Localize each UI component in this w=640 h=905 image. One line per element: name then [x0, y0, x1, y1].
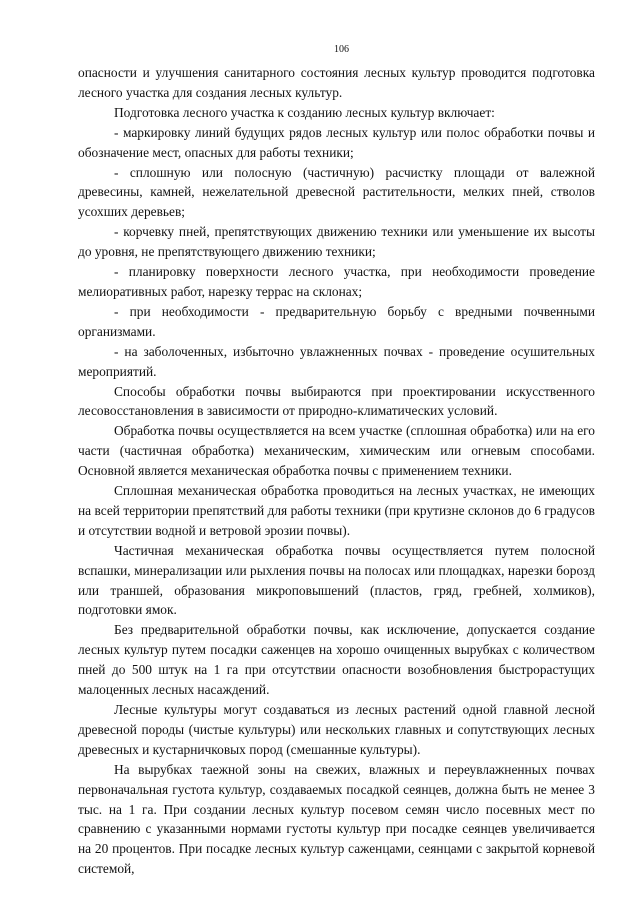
paragraph: - сплошную или полосную (частичную) расчистку площади от валежной древесины, камней, нежелательной древесной растительности, мелких пней, стволов усохших деревьев;: [78, 164, 595, 220]
page-number: 106: [334, 44, 349, 55]
paragraph: Без предварительной обработки почвы, как исключение, допускается создание лесных культур путем посадки саженцев на хорошо очищенных вырубках с количеством пней до 500 штук на 1 га при отсутствии опасности возобновления быстрорастущих малоценных лесных насаждений.: [78, 622, 595, 698]
paragraph: Сплошная механическая обработка проводиться на лесных участках, не имеющих на всей территории препятствий для работы техники (при крутизне склонов до 6 градусов и отсутствии водной и ветровой эрозии почвы).: [78, 483, 595, 538]
paragraph: Частичная механическая обработка почвы осуществляется путем полосной вспашки, минерализации или рыхления почвы на полосах или площадках, нарезки борозд или траншей, образования микроповышений (пластов, гряд, гребней, холмиков), подготовки ямок.: [78, 542, 595, 618]
paragraph: Лесные культуры могут создаваться из лесных растений одной главной лесной древесной породы (чистые культуры) или нескольких главных и сопутствующих лесных древесных и кустарничковых пород (смешанные культуры).: [78, 702, 595, 757]
body-text: [78, 63, 595, 879]
paragraph: Подготовка лесного участка к созданию лесных культур включает:: [114, 104, 495, 120]
paragraph: - на заболоченных, избыточно увлажненных почвах - проведение осушительных мероприятий.: [78, 343, 595, 379]
paragraph: Обработка почвы осуществляется на всем участке (сплошная обработка) или на его части (частичная обработка) механическим, химическим или огневым способами. Основной является механическая обработка почвы с применением техники.: [78, 423, 595, 479]
paragraph: - корчевку пней, препятствующих движению техники или уменьшение их высоты до уровня, не препятствующего движению техники;: [78, 224, 595, 260]
paragraph: - маркировку линий будущих рядов лесных культур или полос обработки почвы и обозначение мест, опасных для работы техники;: [78, 124, 595, 160]
paragraph: - при необходимости - предварительную борьбу с вредными почвенными организмами.: [78, 303, 595, 339]
paragraph: - планировку поверхности лесного участка, при необходимости проведение мелиоративных работ, нарезку террас на склонах;: [78, 264, 595, 299]
paragraph: Способы обработки почвы выбираются при проектировании искусственного лесовосстановления в зависимости от природно-климатических условий.: [78, 383, 595, 419]
paragraph: опасности и улучшения санитарного состояния лесных культур проводится подготовка лесного участка для создания лесных культур.: [78, 65, 595, 100]
paragraph: На вырубках таежной зоны на свежих, влажных и переувлажненных почвах первоначальная густота культур, создаваемых посадкой сеянцев, должна быть не менее 3 тыс. на 1 га. При создании лесных культур посевом семян число посевных мест по сравнению с указанными нормами густоты культур при посадке сеянцев увеличивается на 20 процентов. При посадке лесных культур саженцами, сеянцами с закрытой корневой системой,: [78, 761, 595, 877]
